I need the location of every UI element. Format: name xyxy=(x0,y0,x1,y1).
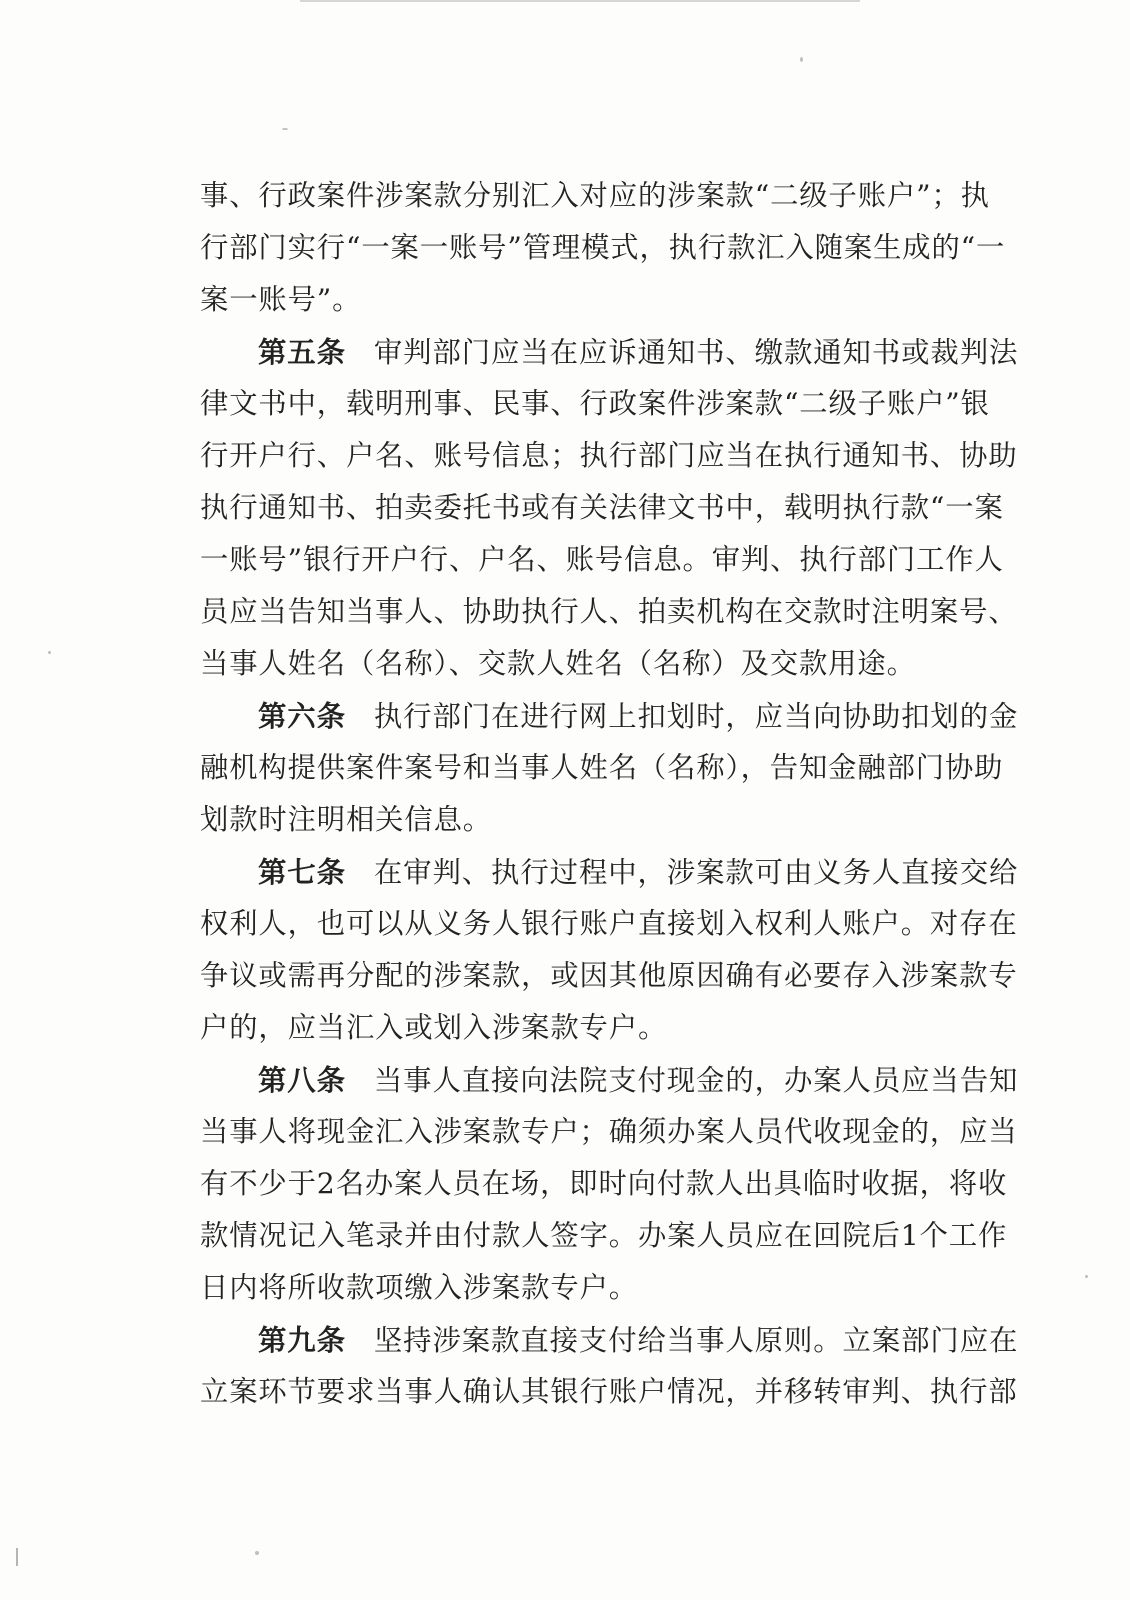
text-line: 行开户行、户名、账号信息；执行部门应当在执行通知书、协助 xyxy=(200,439,1018,472)
scan-margin-mark xyxy=(16,1548,18,1566)
text-line: 员应当告知当事人、协助执行人、拍卖机构在交款时注明案号、 xyxy=(200,595,1018,628)
text-line: 立案环节要求当事人确认其银行账户情况，并移转审判、执行部 xyxy=(200,1375,1018,1408)
text-line: 案一账号”。 xyxy=(200,283,362,316)
article-title: 第五条 xyxy=(258,335,346,369)
text-line: 款情况记入笔录并由付款人签字。办案人员应在回院后1个工作 xyxy=(200,1219,1008,1252)
text-line: 户的，应当汇入或划入涉案款专户。 xyxy=(200,1011,668,1044)
text-line: 一账号”银行开户行、户名、账号信息。审判、执行部门工作人 xyxy=(200,543,1004,576)
scan-speck xyxy=(282,128,288,130)
text-line: 律文书中，载明刑事、民事、行政案件涉案款“二级子账户”银 xyxy=(200,387,990,420)
article-text: 坚持涉案款直接支付给当事人原则。立案部门应在 xyxy=(373,1324,1019,1357)
article-title: 第六条 xyxy=(258,699,346,733)
scan-speck xyxy=(48,651,51,654)
text-line: 当事人姓名（名称）、交款人姓名（名称）及交款用途。 xyxy=(200,647,916,680)
text-line: 划款时注明相关信息。 xyxy=(200,803,492,836)
article-title: 第八条 xyxy=(258,1063,346,1097)
text-line: 争议或需再分配的涉案款，或因其他原因确有必要存入涉案款专 xyxy=(200,959,1018,992)
text-line: 融机构提供案件案号和当事人姓名（名称），告知金融部门协助 xyxy=(200,751,1004,784)
text-line: 事、行政案件涉案款分别汇入对应的涉案款“二级子账户”；执 xyxy=(200,179,990,212)
text-line: 有不少于2名办案人员在场，即时向付款人出具临时收据，将收 xyxy=(200,1167,1008,1200)
text-line: 执行通知书、拍卖委托书或有关法律文书中，载明执行款“一案 xyxy=(200,491,1004,524)
text-line: 日内将所收款项缴入涉案款专户。 xyxy=(200,1271,638,1304)
scan-speck xyxy=(1085,1275,1088,1278)
article-5-line xyxy=(258,326,1018,378)
article-title: 第九条 xyxy=(258,1323,346,1357)
scan-speck xyxy=(800,57,803,62)
text-line: 行部门实行“一案一账号”管理模式，执行款汇入随案生成的“一 xyxy=(200,231,1006,264)
article-title: 第七条 xyxy=(258,855,346,889)
article-8-line xyxy=(258,1054,1018,1106)
article-text: 审判部门应当在应诉通知书、缴款通知书或裁判法 xyxy=(373,336,1019,369)
article-9-line xyxy=(258,1314,1018,1366)
article-6-line xyxy=(258,690,1018,742)
article-text: 当事人直接向法院支付现金的，办案人员应当告知 xyxy=(373,1064,1019,1097)
scan-top-edge xyxy=(300,0,860,2)
article-text: 在审判、执行过程中，涉案款可由义务人直接交给 xyxy=(373,856,1019,889)
text-line: 权利人，也可以从义务人银行账户直接划入权利人账户。对存在 xyxy=(200,907,1018,940)
article-text: 执行部门在进行网上扣划时，应当向协助扣划的金 xyxy=(373,700,1019,733)
scan-speck xyxy=(255,1551,259,1555)
article-7-line xyxy=(258,846,1018,898)
text-line: 当事人将现金汇入涉案款专户；确须办案人员代收现金的，应当 xyxy=(200,1115,1018,1148)
